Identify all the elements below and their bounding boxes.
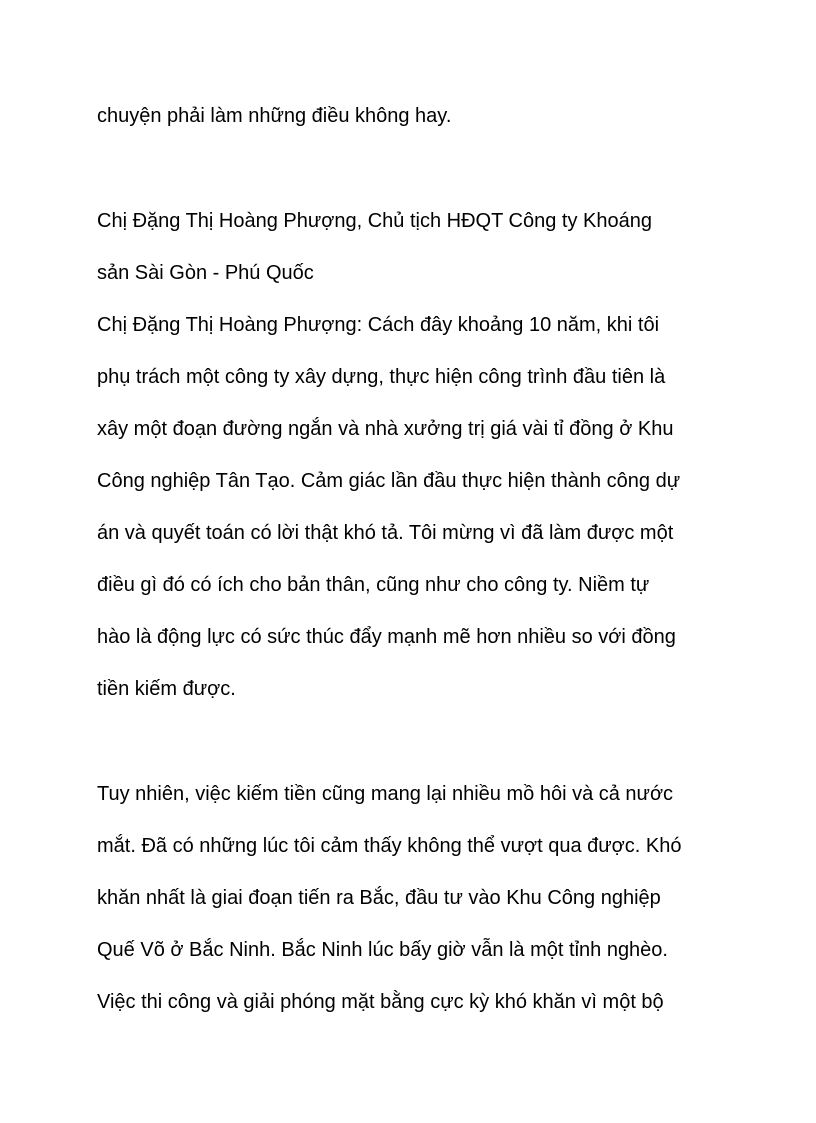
text-line: tiền kiếm được. [97, 678, 236, 700]
text-line: Chị Đặng Thị Hoàng Phượng, Chủ tịch HĐQT Công ty Khoáng [97, 210, 652, 232]
text-line: xây một đoạn đường ngắn và nhà xưởng trị giá vài tỉ đồng ở Khu [97, 418, 674, 440]
text-line: hào là động lực có sức thúc đẩy mạnh mẽ hơn nhiều so với đồng [97, 626, 676, 648]
text-line: điều gì đó có ích cho bản thân, cũng như cho công ty. Niềm tự [97, 574, 650, 596]
text-line: Việc thi công và giải phóng mặt bằng cực kỳ khó khăn vì một bộ [97, 991, 664, 1013]
text-line: Tuy nhiên, việc kiếm tiền cũng mang lại nhiều mồ hôi và cả nước [97, 783, 674, 805]
text-line: Quế Võ ở Bắc Ninh. Bắc Ninh lúc bấy giờ vẫn là một tỉnh nghèo. [97, 939, 668, 961]
text-line: án và quyết toán có lời thật khó tả. Tôi mừng vì đã làm được một [97, 522, 674, 544]
text-line: mắt. Đã có những lúc tôi cảm thấy không thể vượt qua được. Khó [97, 835, 682, 857]
text-line: Công nghiệp Tân Tạo. Cảm giác lần đầu thực hiện thành công dự [97, 470, 681, 492]
text-line: chuyện phải làm những điều không hay. [97, 105, 452, 127]
text-line: Chị Đặng Thị Hoàng Phượng: Cách đây khoảng 10 năm, khi tôi [97, 314, 660, 336]
text-line: phụ trách một công ty xây dựng, thực hiện công trình đầu tiên là [97, 366, 666, 388]
text-line: sản Sài Gòn - Phú Quốc [97, 262, 314, 284]
text-line: khăn nhất là giai đoạn tiến ra Bắc, đầu tư vào Khu Công nghiệp [97, 887, 661, 909]
